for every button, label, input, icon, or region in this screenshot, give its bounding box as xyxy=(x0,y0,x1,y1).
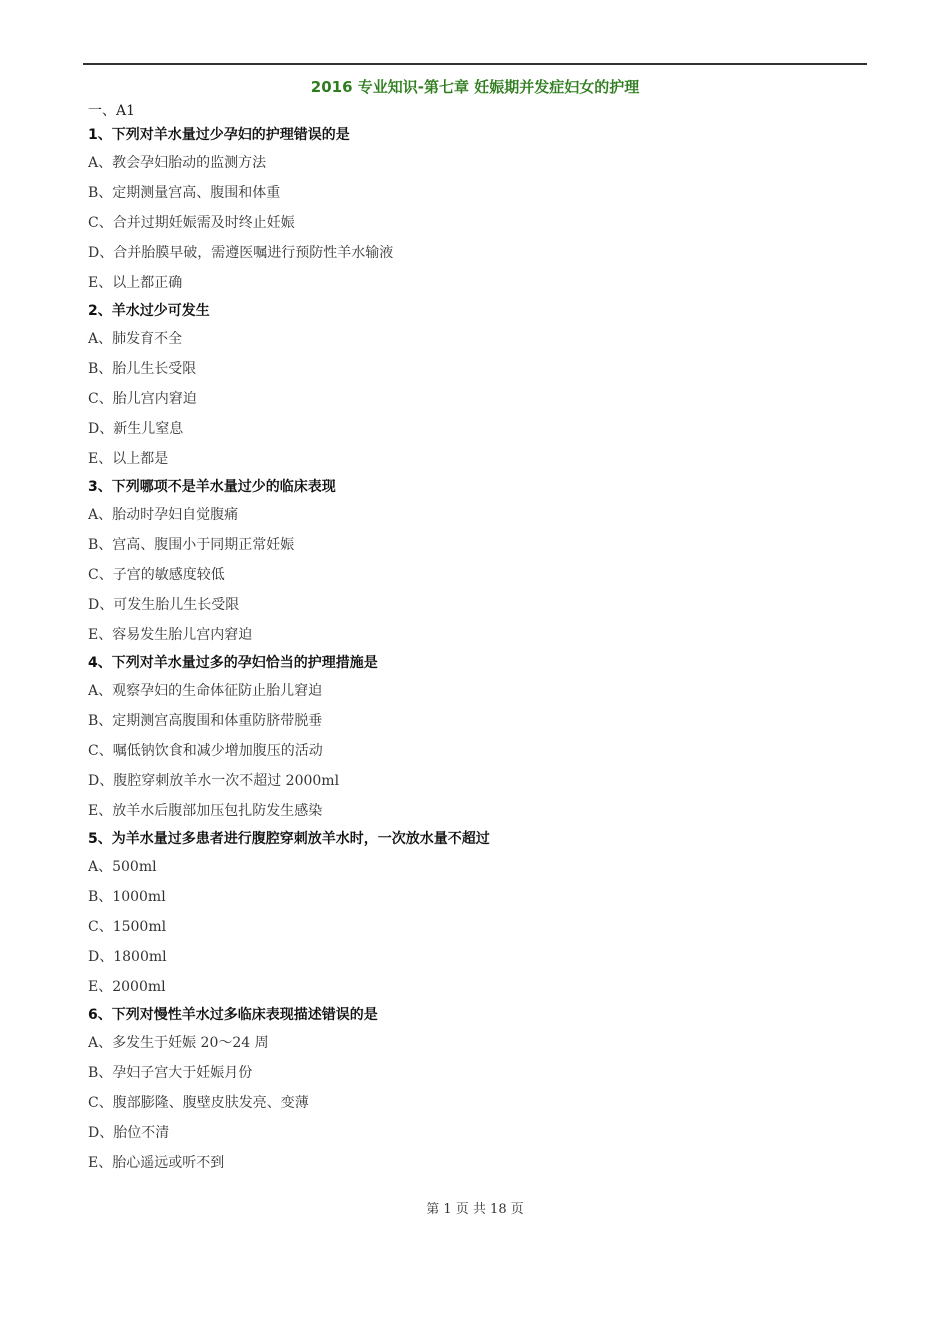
option-c: C、腹部膨隆、腹壁皮肤发亮、变薄 xyxy=(88,1095,309,1111)
option-d: D、1800ml xyxy=(88,949,167,965)
option-b: B、定期测宫高腹围和体重防脐带脱垂 xyxy=(88,713,323,729)
option-d: D、合并胎膜早破，需遵医嘱进行预防性羊水输液 xyxy=(88,245,394,261)
document-body xyxy=(88,100,868,1178)
option-d: D、新生儿窒息 xyxy=(88,421,184,437)
option-e: E、容易发生胎儿宫内窘迫 xyxy=(88,627,253,643)
question-stem: 3、下列哪项不是羊水量过少的临床表现 xyxy=(88,479,336,495)
option-b: B、宫高、腹围小于同期正常妊娠 xyxy=(88,537,295,553)
option-a: A、胎动时孕妇自觉腹痛 xyxy=(88,507,239,523)
option-d: D、胎位不清 xyxy=(88,1125,170,1141)
question-stem: 1、下列对羊水量过少孕妇的护理错误的是 xyxy=(88,127,350,143)
option-b: B、定期测量宫高、腹围和体重 xyxy=(88,185,281,201)
option-c: C、子宫的敏感度较低 xyxy=(88,567,225,583)
option-a: A、教会孕妇胎动的监测方法 xyxy=(88,155,267,171)
question-stem: 4、下列对羊水量过多的孕妇恰当的护理措施是 xyxy=(88,655,378,671)
option-d: D、可发生胎儿生长受限 xyxy=(88,597,240,613)
question-stem: 5、为羊水量过多患者进行腹腔穿刺放羊水时，一次放水量不超过 xyxy=(88,831,490,847)
option-c: C、胎儿宫内窘迫 xyxy=(88,391,197,407)
header-rule xyxy=(83,63,867,65)
question-stem: 6、下列对慢性羊水过多临床表现描述错误的是 xyxy=(88,1007,378,1023)
option-e: E、以上都正确 xyxy=(88,275,183,291)
option-c: C、合并过期妊娠需及时终止妊娠 xyxy=(88,215,295,231)
option-e: E、2000ml xyxy=(88,979,166,995)
question-stem: 2、羊水过少可发生 xyxy=(88,303,210,319)
document-title: 2016 专业知识-第七章 妊娠期并发症妇女的护理 xyxy=(310,78,640,96)
option-c: C、嘱低钠饮食和减少增加腹压的活动 xyxy=(88,743,323,759)
option-a: A、肺发育不全 xyxy=(88,331,183,347)
question-2 xyxy=(88,298,868,474)
option-b: B、1000ml xyxy=(88,889,166,905)
option-a: A、500ml xyxy=(88,859,157,875)
option-c: C、1500ml xyxy=(88,919,167,935)
option-b: B、胎儿生长受限 xyxy=(88,361,197,377)
question-4 xyxy=(88,650,868,826)
page-footer: 第 1 页 共 18 页 xyxy=(426,1202,524,1217)
question-6 xyxy=(88,1002,868,1178)
option-e: E、放羊水后腹部加压包扎防发生感染 xyxy=(88,803,323,819)
question-3 xyxy=(88,474,868,650)
option-d: D、腹腔穿刺放羊水一次不超过 2000ml xyxy=(88,773,340,789)
question-5 xyxy=(88,826,868,1002)
section-heading: 一、A1 xyxy=(88,103,136,119)
option-a: A、观察孕妇的生命体征防止胎儿窘迫 xyxy=(88,683,323,699)
option-e: E、胎心遥远或听不到 xyxy=(88,1155,225,1171)
option-e: E、以上都是 xyxy=(88,451,169,467)
question-1 xyxy=(88,122,868,298)
option-a: A、多发生于妊娠 20～24 周 xyxy=(88,1035,269,1051)
option-b: B、孕妇子宫大于妊娠月份 xyxy=(88,1065,253,1081)
